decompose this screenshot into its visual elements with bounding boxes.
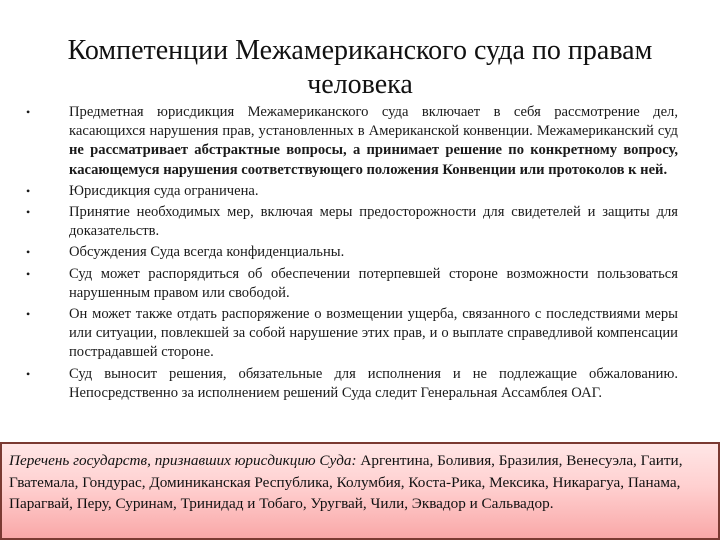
bullet-item-precautionary-measures xyxy=(26,203,678,241)
bullet-list xyxy=(26,103,678,405)
bullet-item-binding-decisions xyxy=(26,365,678,403)
bullet-item-confidential-deliberations xyxy=(26,243,678,262)
title-line-1: Компетенции Межамериканского суда по правам xyxy=(67,35,653,66)
bullet-item-jurisdiction-scope xyxy=(26,103,678,180)
states-box-lead: Перечень государств, признавших юрисдикцию Суда: xyxy=(9,452,357,469)
bullet-icon: • xyxy=(26,307,31,322)
slide-title xyxy=(40,34,680,102)
bullet-icon: • xyxy=(26,183,31,198)
bullet-item-restore-rights xyxy=(26,265,678,303)
bullet-text-bold: не рассматривает абстрактные вопросы, а принимает решение по конкретному вопросу, касающемуся нарушения соответствующего положения Конвенции или протоколов к ней. xyxy=(69,142,678,178)
recognizing-states-box xyxy=(0,442,720,540)
bullet-item-limited-jurisdiction xyxy=(26,182,678,201)
bullet-text: Суд может распорядиться об обеспечении потерпевшей стороне возможности пользоваться нарушенным правом или свободой. xyxy=(69,265,678,301)
bullet-text: Предметная юрисдикция Межамериканского суда включает в себя рассмотрение дел, касающихся нарушения прав, установленных в Американской конвенции. Межамериканский суд xyxy=(69,104,678,140)
bullet-text: Обсуждения Суда всегда конфиденциальны. xyxy=(69,244,345,261)
states-box-countries: Аргентина, Боливия, Бразилия, Венесуэла, Гаити, Гватемала, Гондурас, Доминиканская Республика, Колумбия, Коста-Рика, Мексика, Никарагуа, Панама, Парагвай, Перу, Суринам, Тринидад и Тобаго, Уругвай, Чили, Эквадор и Сальвадор. xyxy=(9,452,683,512)
bullet-icon: • xyxy=(26,366,31,381)
bullet-icon: • xyxy=(26,245,31,260)
title-line-2: человека xyxy=(307,69,413,100)
bullet-text: Юрисдикция суда ограничена. xyxy=(69,182,259,199)
bullet-text: Он может также отдать распоряжение о возмещении ущерба, связанного с последствиями меры или ситуации, повлекшей за собой нарушение этих прав, и о выплате справедливой компенсации пострадавшей стороне. xyxy=(69,306,678,361)
bullet-icon: • xyxy=(26,266,31,281)
bullet-text: Принятие необходимых мер, включая меры предосторожности для свидетелей и защиты для доказательств. xyxy=(69,204,678,240)
bullet-icon: • xyxy=(26,205,31,220)
bullet-item-compensation xyxy=(26,305,678,363)
bullet-text: Суд выносит решения, обязательные для исполнения и не подлежащие обжалованию. Непосредственно за исполнением решений Суда следит Генеральная Ассамблея ОАГ. xyxy=(69,365,678,401)
bullet-icon: • xyxy=(26,105,31,119)
